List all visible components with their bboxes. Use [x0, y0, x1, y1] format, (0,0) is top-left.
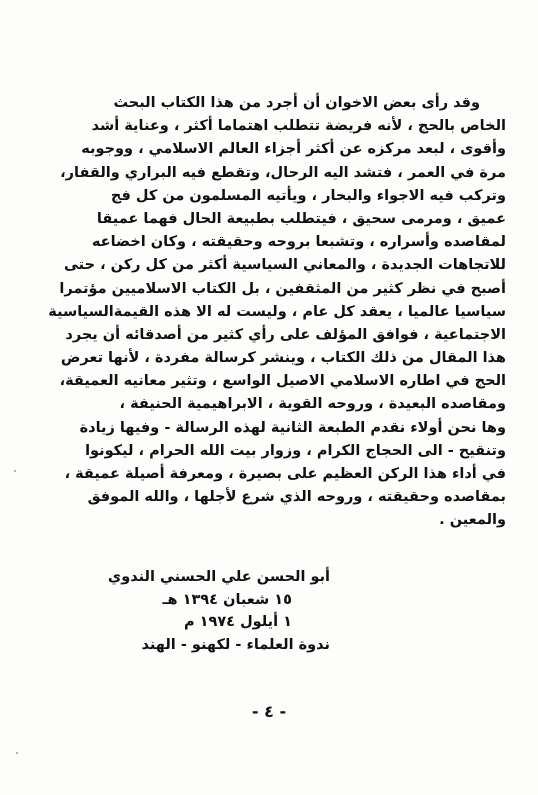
place-name: ندوة العلماء - لكهنو - الهند	[141, 636, 330, 653]
paragraph-line: والمعين .	[439, 512, 506, 529]
hijri-date: ١٥ شعبان ١٣٩٤ هـ	[162, 591, 292, 608]
paragraph-line: وأقوى ، لبعد مركزه عن أكثر أجزاء العالم الاسلامي ، ووجوبه	[81, 141, 506, 158]
author-name: أبو الحسن علي الحسني الندوي	[107, 569, 330, 585]
paragraph-line: الاجتماعية ، فوافق المؤلف على رأي كثير من أصدقائه أن يجرد	[65, 326, 506, 343]
paragraph-line: مرة في العمر ، فتشد اليه الرحال، وتقطع فيه البراري والقفار،	[60, 164, 506, 181]
paragraph-line: عميق ، ومرمى سحيق ، فيتطلب بطبيعة الحال فهما عميقا	[96, 210, 506, 227]
paragraph-line: هذا المقال من ذلك الكتاب ، وينشر كرسالة مفردة ، لأنها تعرض	[60, 350, 506, 367]
paragraph-line: لمقاصده وأسراره ، وتشبعا بروحه وحقيقته ، وكان اخضاعه	[91, 234, 506, 251]
paragraph-line: الحج في اطاره الاسلامي الاصيل الواسع ، وتثير معانيه العميقة،	[59, 373, 506, 390]
scan-speck	[16, 752, 18, 754]
paragraph-line: وتركب فيه الاجواء والبحار ، ويأتيه المسلمون من كل فج	[110, 187, 506, 204]
preface-paragraph	[34, 92, 506, 533]
gregorian-date: ١ أيلول ١٩٧٤ م	[183, 614, 292, 630]
paragraph-line: للاتجاهات الجديدة ، والمعاني السياسية أكثر من كل ركن ، حتى	[64, 257, 506, 274]
paragraph-line: الخاص بالحج ، لأنه فريضة تتطلب اهتماما أكثر ، وعناية أشد	[91, 118, 506, 135]
paragraph-line: ومقاصده البعيدة ، وروحه القوية ، الابراهيمية الحنيفة ،	[119, 396, 506, 413]
paragraph-line: وتنقيح - الى الحجاج الكرام ، وزوار بيت الله الحرام ، ليكونوا	[85, 442, 506, 459]
paragraph-line: بمقاصده وحقيقته ، وروحه الذي شرع لأجلها ، والله الموفق	[87, 489, 506, 506]
scan-speck	[14, 470, 16, 472]
paragraph-line: سياسيا عالميا ، يعقد كل عام ، وليست له الا هذه القيمةالسياسية	[48, 303, 506, 320]
paragraph-line: وها نحن أولاء نقدم الطبعة الثانية لهذه الرسالة - وفيها زيادة	[79, 419, 506, 436]
paragraph-line: وقد رأى بعض الاخوان أن أجرد من هذا الكتاب البحث	[113, 95, 480, 111]
page-number: - ٤ -	[251, 702, 287, 721]
paragraph-line: في أداء هذا الركن العظيم على بصيرة ، ومعرفة أصيلة عميقة ،	[64, 466, 506, 482]
paragraph-line: أصبح في نظر كثير من المثقفين ، بل الكتاب الاسلاميين مؤتمرا	[59, 280, 506, 297]
author-signature-block	[30, 566, 330, 656]
